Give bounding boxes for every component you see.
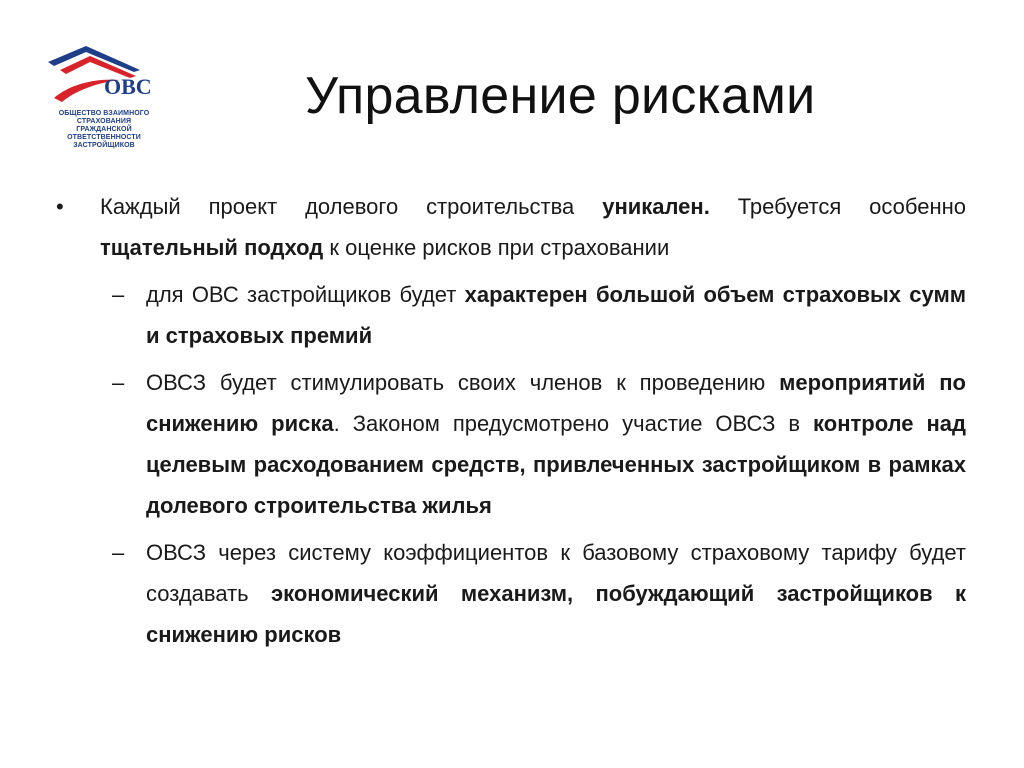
logo-caption-line: ОБЩЕСТВО ВЗАИМНОГО СТРАХОВАНИЯ	[58, 110, 150, 125]
sub-mark: –	[112, 540, 125, 565]
slide-title: Управление рисками	[305, 67, 816, 125]
sub-text-part: для ОВС застройщиков будет	[146, 282, 465, 307]
sub-text	[146, 532, 966, 655]
ovs-logo	[40, 40, 168, 149]
sub-bold-part: контроле над целевым расходованием средств, привлеченных застройщиком в рамках долевого строительства жилья	[146, 411, 966, 518]
sub-text-part: ОВСЗ будет стимулировать своих членов к проведению	[146, 370, 780, 395]
sub-text	[146, 362, 966, 526]
logo-caption-line: ЗАСТРОЙЩИКОВ	[73, 142, 135, 149]
logo-wordmark: ОВС	[104, 74, 152, 99]
sub-bold-part: мероприятий по снижению риска	[146, 370, 966, 436]
sub-bold-part: экономический механизм, побуждающий застройщиков к снижению рисков	[146, 581, 966, 647]
bullet-text	[100, 186, 966, 268]
sub-item	[56, 274, 966, 356]
sub-bold-part: характерен большой объем страховых сумм и страховых премий	[146, 282, 966, 348]
sub-text-part: ОВСЗ через систему коэффициентов к базовому страховому тарифу будет создавать	[146, 540, 966, 606]
bullet-bold-part: уникален.	[602, 194, 710, 219]
sub-mark: –	[112, 370, 125, 395]
sub-item	[56, 532, 966, 655]
sub-text-part: . Законом предусмотрено участие ОВСЗ в	[333, 411, 814, 436]
bullet-bold-part: тщательный подход	[100, 235, 324, 260]
bullet-text-part: Каждый проект долевого строительства	[100, 194, 603, 219]
logo-caption	[40, 110, 168, 150]
bullet-mark: •	[56, 194, 64, 219]
sub-mark: –	[112, 282, 125, 307]
slide-content	[56, 186, 966, 661]
bullet-text-part: Требуется особенно	[709, 194, 967, 219]
sub-text	[146, 274, 966, 356]
sub-item	[56, 362, 966, 526]
bullet-text-part: к оценке рисков при страховании	[323, 235, 670, 260]
bullet-item	[56, 186, 966, 268]
logo-caption-line: ГРАЖДАНСКОЙ ОТВЕТСТВЕННОСТИ	[67, 126, 141, 141]
